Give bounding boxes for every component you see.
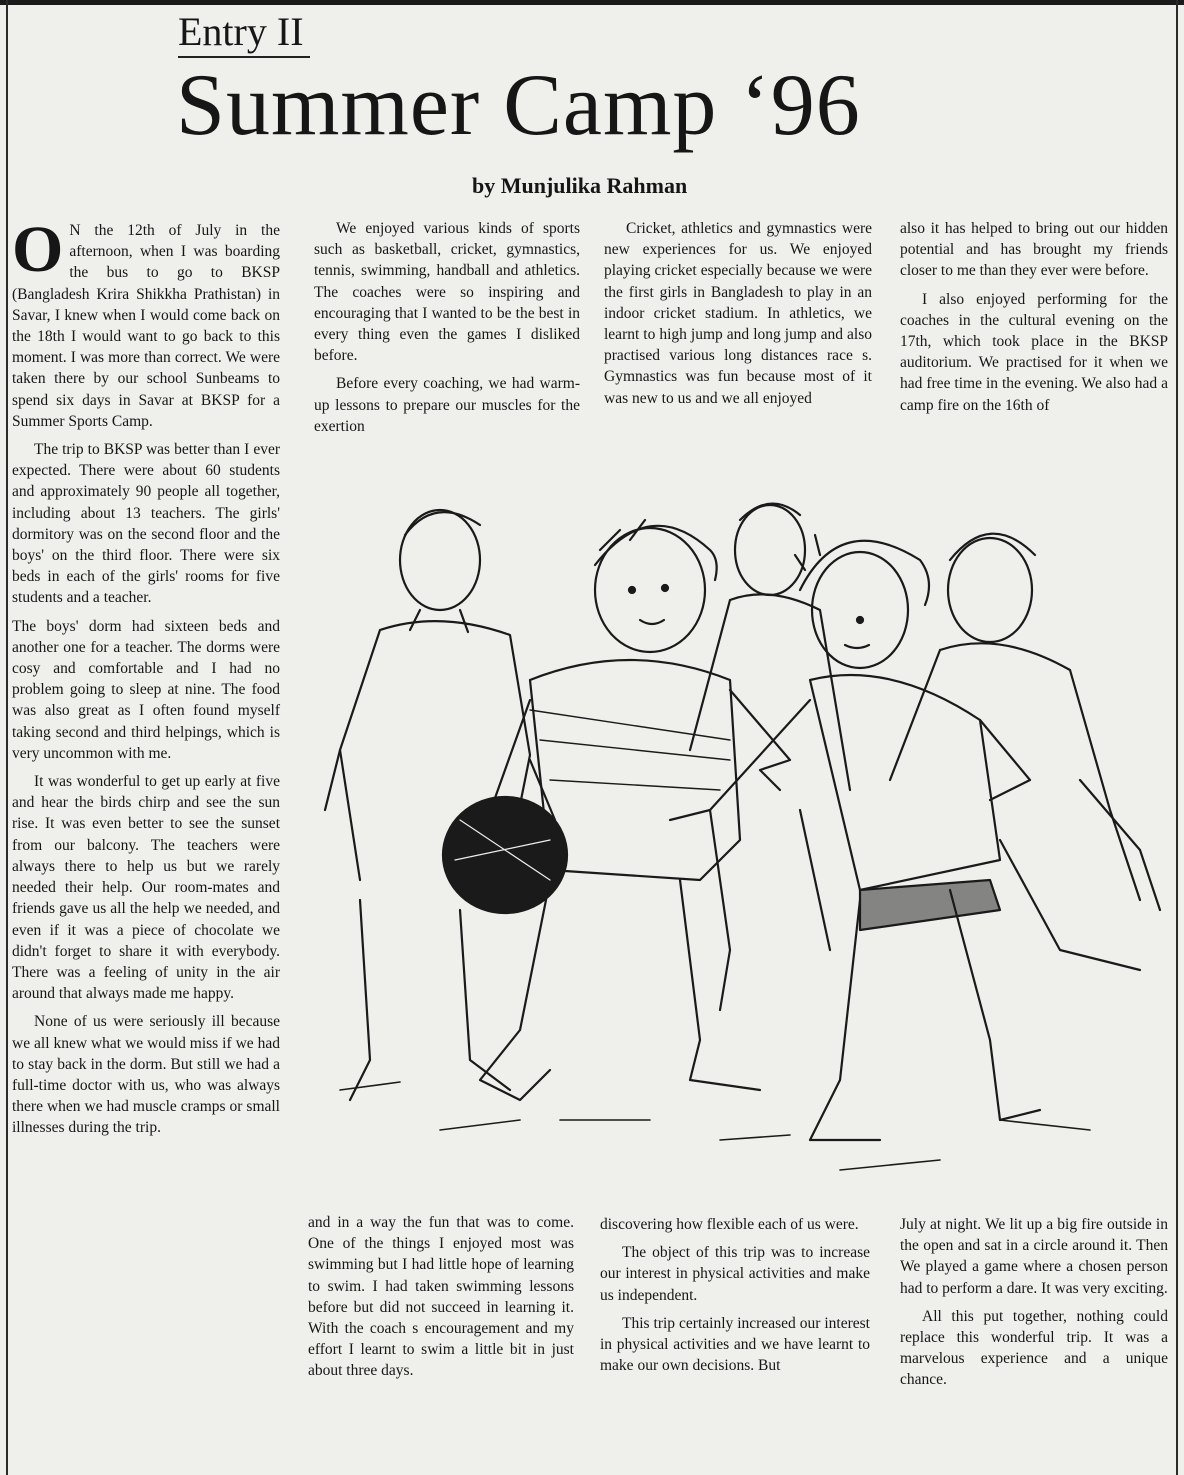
left-border xyxy=(6,0,8,1475)
article-column-2-top xyxy=(314,218,580,468)
children-playing-football-sketch-icon xyxy=(300,480,1180,1200)
paragraph: This trip certainly increased our interest in physical activities and we have learnt to make our own decisions. But xyxy=(600,1314,870,1375)
article-column-4-top xyxy=(900,218,1168,486)
paragraph: Before every coaching, we had warm-up lessons to prepare our muscles for the exertion xyxy=(314,375,580,435)
paragraph: The boys' dorm had sixteen beds and another one for a teacher. The dorms were cosy and comfortable and I had no problem going to sleep at nine. The food was also great as I often found myself taking second and third helpings, which is very uncommon with me. xyxy=(12,617,280,762)
article-column-3-bottom xyxy=(600,1214,870,1424)
article-column-2-bottom xyxy=(308,1212,574,1422)
football xyxy=(443,797,567,913)
top-border xyxy=(0,0,1184,5)
paragraph: July at night. We lit up a big fire outside in the open and sat in a circle around it. Then We played a game where a chosen person had to perform a dare. It was very exciting. xyxy=(900,1216,1168,1297)
paragraph: We enjoyed various kinds of sports such as basketball, cricket, gymnastics, tennis, swimming, handball and athletics. The coaches were so inspiring and encouraging that I wanted to be the best in every thing even the games I disliked before. xyxy=(314,220,580,365)
paragraph: The trip to BKSP was better than I ever expected. There were about 60 students and approximately 90 people all together, including about 13 teachers. The girls' dormitory was on the second floor and the boys' on the third floor. There were six beds in each of the girls' rooms for five students and a teacher. xyxy=(12,441,280,607)
paragraph: It was wonderful to get up early at five and hear the birds chirp and see the sun rise. It was even better to see the sunset from our balcony. The teachers were always there to help us but we rarely needed their help. Our room-mates and friends gave us all the help we needed, and even if it was a piece of chocolate we didn't forget to share it with everybody. There was a feeling of unity in the air around that always made me happy. xyxy=(12,773,280,1003)
article-headline: Summer Camp ‘96 xyxy=(176,57,861,154)
article-column-3-top xyxy=(604,218,872,468)
paragraph: The object of this trip was to increase our interest in physical activities and make us independent. xyxy=(600,1244,870,1304)
paragraph: All this put together, nothing could replace this wonderful trip. It was a marvelous experience and a unique chance. xyxy=(900,1307,1168,1389)
paragraph: and in a way the fun that was to come. One of the things I enjoyed most was swimming but I had little hope of learning to swim. I had taken swimming lessons before but did not succeed in learning it. With the coach s encouragement and my effort I learnt to swim a little bit in just about three days. xyxy=(308,1214,574,1380)
paragraph: discovering how flexible each of us were. xyxy=(600,1216,859,1233)
paragraph: I also enjoyed performing for the coaches in the cultural evening on the 17th, which took place in the BKSP auditorium. We practised for it when we had free time in the evening. We also had a camp fire on the 16th of xyxy=(900,290,1168,414)
paragraph: also it has helped to bring out our hidden potential and has brought my friends closer to me than they ever were before. xyxy=(900,220,1168,280)
article-column-4-bottom xyxy=(900,1214,1168,1428)
paragraph-text: N the 12th of July in the afternoon, when I was boarding the bus to go to BKSP (Bangladesh Krira Shikkha Prathistan) in Savar, I knew when I would come back on the 18th I would want to go back to this moment. I was more than correct. We were taken there by our school Sunbeams to spend six days in Savar at BKSP for a Summer Sports Camp. xyxy=(12,222,280,430)
entry-label: Entry II xyxy=(178,8,310,58)
boy-front-right xyxy=(670,535,1040,1140)
drop-cap: O xyxy=(12,213,64,286)
paragraph: Cricket, athletics and gymnastics were new experiences for us. We enjoyed playing cricket especially because we were the first girls in Bangladesh to play in an indoor cricket stadium. In athletics, we learnt to high jump and long jump and also practised various long distances race s. Gymnastics was fun because most of it was new to us and we all enjoyed xyxy=(604,220,872,407)
article-byline: by Munjulika Rahman xyxy=(472,173,688,198)
opening-paragraph xyxy=(12,213,280,432)
article-column-1 xyxy=(12,213,280,1430)
paragraph: None of us were seriously ill because we all knew what we would miss if we had to stay back in the dorm. But still we had a full-time doctor with us, who was always there when we had muscle cramps or small illnesses during the trip. xyxy=(12,1013,280,1137)
